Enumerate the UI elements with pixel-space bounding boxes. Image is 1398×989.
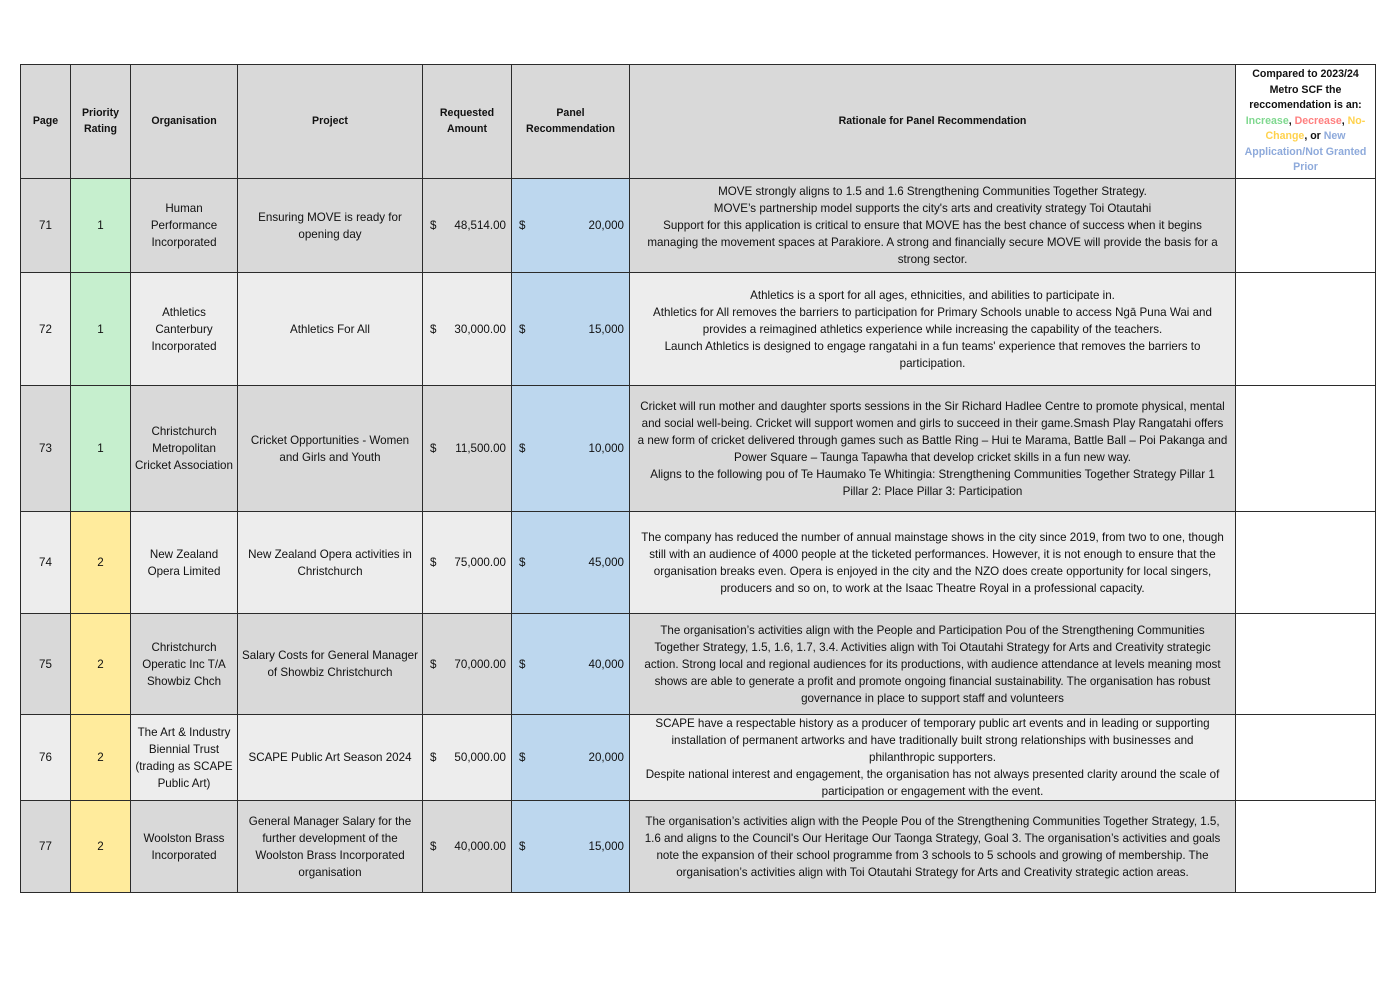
project-line: Cricket Opportunities - Women xyxy=(250,433,410,447)
page-number-cell: 72 xyxy=(21,273,71,386)
rationale-cell xyxy=(630,179,1236,273)
organisation-line: Showbiz Chch xyxy=(146,674,222,688)
requested-amount xyxy=(426,838,508,855)
table-row xyxy=(21,386,1376,512)
organisation-line: Christchurch xyxy=(151,640,217,654)
organisation-cell xyxy=(131,715,238,801)
comparison-status-cell xyxy=(1236,512,1376,614)
organisation-line: Biennial Trust xyxy=(148,742,220,756)
currency-symbol: $ xyxy=(430,751,437,764)
panel-recommendation xyxy=(515,656,626,673)
currency-symbol: $ xyxy=(519,556,526,569)
organisation-cell xyxy=(131,614,238,715)
project-line: Ensuring MOVE is ready for xyxy=(258,210,402,224)
project-line: General Manager Salary for the xyxy=(248,814,412,828)
organisation-line: New Zealand xyxy=(149,547,219,561)
panel-recommendation-cell xyxy=(512,614,630,715)
legend-line-2: Metro SCF the xyxy=(1269,83,1342,96)
currency-symbol: $ xyxy=(430,556,437,569)
requested-amount-cell xyxy=(423,512,512,614)
rationale-line: installation of permanent artworks and have traditionally built strong relationships with businesses and xyxy=(671,734,1194,747)
page-number-cell: 73 xyxy=(21,386,71,512)
legend-comma: , xyxy=(1288,114,1295,127)
panel-recommendation-value: 20,000 xyxy=(588,219,624,232)
funding-recommendations-table xyxy=(20,64,1376,893)
priority-rating-cell: 1 xyxy=(71,179,131,273)
project-cell xyxy=(238,512,423,614)
legend-or: , or xyxy=(1304,130,1324,143)
header-requested xyxy=(423,65,512,179)
currency-symbol: $ xyxy=(430,219,437,232)
table-row xyxy=(21,614,1376,715)
priority-rating-cell: 1 xyxy=(71,273,131,386)
rationale-line: The organisation’s activities align with the People and Participation Pou of the Strengthening Communities xyxy=(660,623,1205,637)
legend-new-part1: New xyxy=(1323,130,1346,143)
organisation-line: Performance xyxy=(150,219,218,232)
table-body xyxy=(21,179,1376,893)
panel-recommendation-cell xyxy=(512,801,630,893)
panel-recommendation xyxy=(515,217,626,234)
rationale-line: shows are able to generate a profit and promote ongoing financial sustainability. The organisation has robust xyxy=(654,674,1211,688)
organisation-line: Incorporated xyxy=(151,848,217,862)
requested-amount xyxy=(426,321,508,338)
panel-recommendation xyxy=(515,554,626,571)
requested-amount xyxy=(426,749,508,766)
panel-recommendation-value: 15,000 xyxy=(588,840,624,853)
header-page: Page xyxy=(21,65,71,179)
currency-symbol: $ xyxy=(519,322,526,336)
organisation-line: Christchurch xyxy=(151,425,217,438)
comparison-status-cell xyxy=(1236,614,1376,715)
requested-amount-value: 75,000.00 xyxy=(454,556,506,569)
rationale-cell xyxy=(630,614,1236,715)
requested-amount-value: 11,500.00 xyxy=(455,442,506,455)
panel-recommendation xyxy=(515,749,626,766)
rationale-line: philanthropic supporters. xyxy=(869,751,996,764)
header-requested-line: Requested xyxy=(439,107,495,119)
table-row xyxy=(21,273,1376,386)
project-line: New Zealand Opera activities in xyxy=(248,547,412,561)
requested-amount-cell xyxy=(423,273,512,386)
organisation-line: Metropolitan xyxy=(152,442,216,455)
priority-rating-cell: 2 xyxy=(71,512,131,614)
panel-recommendation-value: 20,000 xyxy=(588,751,624,764)
rationale-line: Athletics is a sport for all ages, ethnicities, and abilities to participate in. xyxy=(750,288,1115,302)
panel-recommendation-cell xyxy=(512,715,630,801)
project-cell xyxy=(238,801,423,893)
rationale-line: MOVE strongly aligns to 1.5 and 1.6 Strengthening Communities Together Strategy. xyxy=(718,185,1147,198)
header-organisation: Organisation xyxy=(131,65,238,179)
project-line: Woolston Brass Incorporated xyxy=(255,848,405,862)
rationale-line: still with an audience of 4000 people at the ticketed performances. However, it is not enough to ensure that the xyxy=(649,547,1216,561)
requested-amount-value: 50,000.00 xyxy=(454,751,506,764)
project-line: and Girls and Youth xyxy=(279,450,381,464)
legend-new-part2: Application/Not Granted xyxy=(1244,145,1367,158)
currency-symbol: $ xyxy=(519,657,526,671)
header-panel xyxy=(512,65,630,179)
header-priority-line: Rating xyxy=(84,122,117,135)
header-panel-line: Recommendation xyxy=(526,122,615,135)
header-priority xyxy=(71,65,131,179)
panel-recommendation-value: 10,000 xyxy=(588,442,624,455)
rationale-line: action. Strong local and regional audiences for its productions, with audience attendance at levels meaning most xyxy=(644,657,1221,671)
rationale-line: Together Strategy, 1.5, 1.6, 1.7, 3.4. Activities align with Toi Otautahi Strategy for Arts and Creativity strategic xyxy=(654,640,1211,654)
header-row xyxy=(21,65,1376,179)
comparison-status-cell xyxy=(1236,715,1376,801)
panel-recommendation-cell xyxy=(512,179,630,273)
rationale-cell xyxy=(630,273,1236,386)
organisation-line: (trading as SCAPE xyxy=(135,759,233,773)
project-cell xyxy=(238,614,423,715)
rationale-line: Support for this application is critical to ensure that MOVE has the best chance of success when it begins xyxy=(663,219,1202,232)
organisation-line: Operatic Inc T/A xyxy=(142,657,226,671)
rationale-line: Despite national interest and engagement, the organisation has not always presented clarity around the scale of xyxy=(645,768,1220,781)
requested-amount-value: 48,514.00 xyxy=(454,219,506,232)
priority-rating-cell: 1 xyxy=(71,386,131,512)
organisation-line: Cricket Association xyxy=(135,459,233,472)
rationale-line: producers and so on, to work at the Isaac Theatre Royal in a professional capacity. xyxy=(720,581,1145,595)
rationale-line: MOVE’s partnership model supports the city's arts and creativity strategy Toi Otautahi xyxy=(713,202,1152,215)
project-line: Christchurch xyxy=(297,564,363,578)
project-line: organisation xyxy=(298,865,362,879)
organisation-line: Public Art) xyxy=(157,776,211,790)
project-line: Salary Costs for General Manager xyxy=(242,649,418,662)
requested-amount-cell xyxy=(423,801,512,893)
header-panel-line: Panel xyxy=(556,107,585,119)
organisation-cell xyxy=(131,273,238,386)
legend-no-change-part1: No- xyxy=(1347,114,1366,127)
rationale-line: organisation’s activities align with Toi Otautahi Strategy for Arts and Creativity strategic action areas. xyxy=(676,865,1189,879)
project-line: of Showbiz Christchurch xyxy=(267,666,393,679)
project-cell xyxy=(238,273,423,386)
rationale-line: participation or engagement with the event. xyxy=(821,785,1044,798)
organisation-line: Opera Limited xyxy=(147,564,221,578)
panel-recommendation-value: 15,000 xyxy=(588,322,624,336)
page-number-cell: 74 xyxy=(21,512,71,614)
header-compared xyxy=(1236,65,1376,179)
page-number-cell: 75 xyxy=(21,614,71,715)
requested-amount xyxy=(426,554,508,571)
legend-decrease: Decrease xyxy=(1294,114,1342,127)
organisation-line: Woolston Brass xyxy=(143,831,225,845)
currency-symbol: $ xyxy=(430,442,437,455)
organisation-line: Human xyxy=(165,202,203,215)
project-line: opening day xyxy=(298,227,362,241)
priority-rating-cell: 2 xyxy=(71,715,131,801)
rationale-line: and social well-being. Cricket will support women and girls to succeed in their game.Smash Play Rangatahi offers xyxy=(641,416,1224,430)
comparison-status-cell xyxy=(1236,801,1376,893)
rationale-line: 1.6 and aligns to the Council's Our Heritage Our Taonga Strategy, Goal 3. The organisation’s activities and goals xyxy=(644,831,1221,845)
rationale-line: The organisation’s activities align with the People Pou of the Strengthening Communities Together Strategy, 1.5, xyxy=(645,814,1220,828)
legend-line-4 xyxy=(1239,114,1372,130)
rationale-line: a new form of cricket delivered through games such as Battle Ring – Hui te Marama, Battle Ball – Poi Pakanga and xyxy=(637,433,1228,447)
panel-recommendation-cell xyxy=(512,386,630,512)
rationale-line: Launch Athletics is designed to engage rangatahi in a fun teams' experience that removes the barriers to xyxy=(664,339,1201,353)
requested-amount xyxy=(426,440,508,457)
comparison-status-cell xyxy=(1236,179,1376,273)
requested-amount-cell xyxy=(423,715,512,801)
currency-symbol: $ xyxy=(430,322,437,336)
comparison-status-cell xyxy=(1236,386,1376,512)
rationale-line: managing the movement spaces at Parakiore. A strong and financially secure MOVE will provide the basis for a xyxy=(647,236,1218,249)
rationale-line: SCAPE have a respectable history as a producer of temporary public art events and in leading or supporting xyxy=(655,717,1210,730)
panel-recommendation-cell xyxy=(512,273,630,386)
comparison-status-cell xyxy=(1236,273,1376,386)
organisation-cell xyxy=(131,179,238,273)
rationale-cell xyxy=(630,386,1236,512)
rationale-line: governance in place to support staff and volunteers xyxy=(801,691,1064,705)
currency-symbol: $ xyxy=(519,751,526,764)
table-row xyxy=(21,179,1376,273)
organisation-cell xyxy=(131,386,238,512)
rationale-line: The company has reduced the number of annual mainstage shows in the city since 2019, from two to one, though xyxy=(641,530,1224,544)
currency-symbol: $ xyxy=(519,840,526,853)
requested-amount-cell xyxy=(423,386,512,512)
currency-symbol: $ xyxy=(430,657,437,671)
priority-rating-cell: 2 xyxy=(71,614,131,715)
table-row xyxy=(21,801,1376,893)
project-line: Athletics For All xyxy=(290,322,370,336)
rationale-line: Power Square – Taunga Tapawha that develop cricket skills in a fun new way. xyxy=(734,450,1131,464)
table-row xyxy=(21,715,1376,801)
rationale-line: Aligns to the following pou of Te Haumako Te Whitingia: Strengthening Communities Together Strategy Pillar 1 xyxy=(650,467,1215,481)
panel-recommendation xyxy=(515,321,626,338)
rationale-line: organisation breaks even. Opera is enjoyed in the city and the NZO does create opportunity for local singers, xyxy=(653,564,1212,578)
currency-symbol: $ xyxy=(519,442,526,455)
requested-amount-cell xyxy=(423,614,512,715)
header-requested-line: Amount xyxy=(446,122,487,135)
page-number-cell: 76 xyxy=(21,715,71,801)
organisation-cell xyxy=(131,801,238,893)
project-cell xyxy=(238,386,423,512)
requested-amount-value: 40,000.00 xyxy=(454,840,506,853)
page-number-cell: 71 xyxy=(21,179,71,273)
rationale-cell xyxy=(630,512,1236,614)
legend-line-1: Compared to 2023/24 xyxy=(1252,68,1359,81)
page-number-cell: 77 xyxy=(21,801,71,893)
requested-amount-value: 70,000.00 xyxy=(454,657,506,671)
legend-line-3: reccomendation is an: xyxy=(1249,99,1362,112)
legend-comma: , xyxy=(1341,114,1348,127)
organisation-line: Athletics xyxy=(162,305,206,319)
legend-no-change-part2: Change xyxy=(1265,130,1305,143)
panel-recommendation-cell xyxy=(512,512,630,614)
legend-increase: Increase xyxy=(1245,114,1289,127)
header-rationale: Rationale for Panel Recommendation xyxy=(630,65,1236,179)
currency-symbol: $ xyxy=(519,219,526,232)
rationale-line: note the expansion of their school programme from 3 schools to 5 schools and growing of membership. The xyxy=(656,848,1209,862)
project-line: further development of the xyxy=(262,831,398,845)
organisation-line: Canterbury xyxy=(155,322,213,336)
organisation-line: Incorporated xyxy=(151,339,217,353)
requested-amount xyxy=(426,656,508,673)
currency-symbol: $ xyxy=(430,840,437,853)
requested-amount-value: 30,000.00 xyxy=(454,322,506,336)
rationale-line: Cricket will run mother and daughter sports sessions in the Sir Richard Hadlee Centre to promote physical, mental xyxy=(640,399,1225,413)
organisation-cell xyxy=(131,512,238,614)
rationale-line: Athletics for All removes the barriers to participation for Primary Schools unable to access Ngā Puna Wai and xyxy=(653,305,1212,319)
legend-line-5 xyxy=(1239,129,1372,145)
rationale-line: provides a reimagined athletics experience while increasing the capability of the teachers. xyxy=(702,322,1163,336)
project-line: SCAPE Public Art Season 2024 xyxy=(248,751,412,764)
project-cell xyxy=(238,179,423,273)
project-cell xyxy=(238,715,423,801)
panel-recommendation xyxy=(515,838,626,855)
organisation-line: Incorporated xyxy=(151,236,217,249)
organisation-line: The Art & Industry xyxy=(137,725,231,739)
requested-amount-cell xyxy=(423,179,512,273)
rationale-line: strong sector. xyxy=(897,253,968,266)
requested-amount xyxy=(426,217,508,234)
header-priority-line: Priority xyxy=(81,107,120,119)
rationale-cell xyxy=(630,801,1236,893)
panel-recommendation-value: 45,000 xyxy=(588,556,624,569)
rationale-line: Pillar 2: Place Pillar 3: Participation xyxy=(842,484,1023,498)
legend-new-part3: Prior xyxy=(1293,161,1318,174)
panel-recommendation xyxy=(515,440,626,457)
panel-recommendation-value: 40,000 xyxy=(588,657,624,671)
priority-rating-cell: 2 xyxy=(71,801,131,893)
rationale-cell xyxy=(630,715,1236,801)
rationale-line: participation. xyxy=(899,356,966,370)
header-project: Project xyxy=(238,65,423,179)
table-row xyxy=(21,512,1376,614)
